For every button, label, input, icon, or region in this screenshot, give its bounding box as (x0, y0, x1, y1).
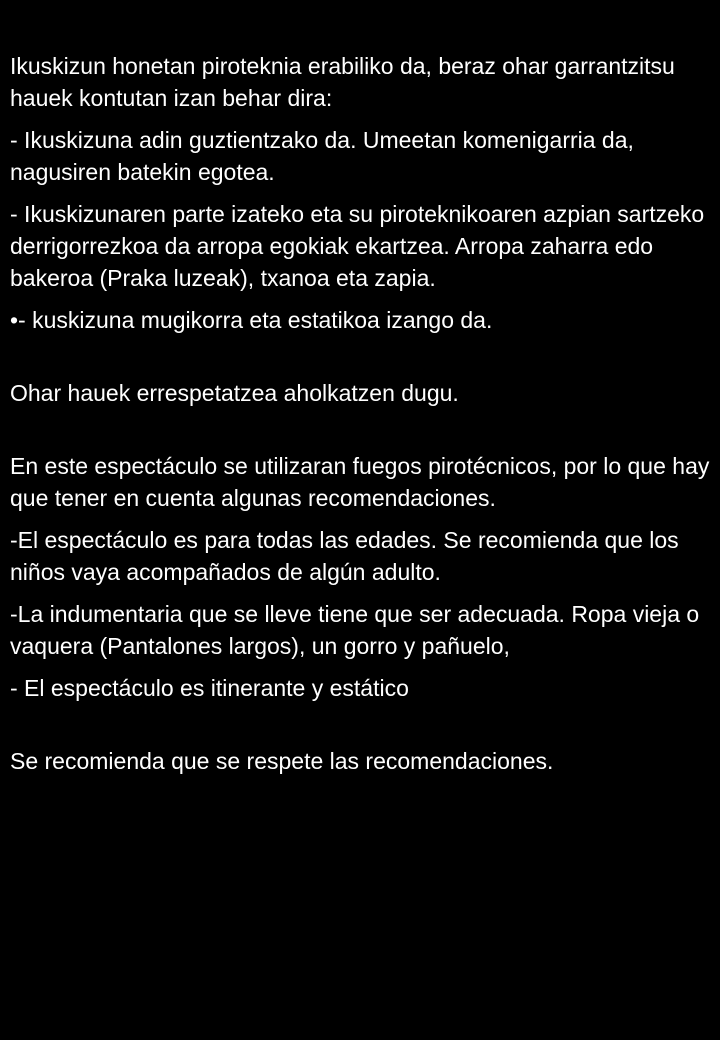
spanish-item-age: -El espectáculo es para todas las edades. Se recomienda que los niños vaya acompañados de algún adulto. (10, 527, 679, 585)
basque-item-age: - Ikuskizuna adin guztientzako da. Umeetan komenigarria da, nagusiren batekin egotea. (10, 127, 634, 185)
basque-item-clothing: - Ikuskizunaren parte izateko eta su piroteknikoaren azpian sartzeko derrigorrezkoa da arropa egokiak ekartzea. Arropa zaharra edo bakeroa (Praka luzeak), txanoa eta zapia. (10, 201, 705, 291)
spanish-item-clothing: -La indumentaria que se lleve tiene que ser adecuada. Ropa vieja o vaquera (Pantalones largos), un gorro y pañuelo, (10, 601, 700, 659)
spanish-closing: Se recomienda que se respete las recomendaciones. (10, 748, 554, 774)
spanish-item-itinerant: - El espectáculo es itinerante y estático (10, 675, 409, 701)
spanish-intro: En este espectáculo se utilizaran fuegos pirotécnicos, por lo que hay que tener en cuenta algunas recomendaciones. (10, 453, 710, 511)
basque-intro: Ikuskizun honetan piroteknia erabiliko da, beraz ohar garrantzitsu hauek kontutan izan behar dira: (10, 53, 675, 111)
notice-document (10, 50, 715, 777)
basque-closing: Ohar hauek errespetatzea aholkatzen dugu. (10, 380, 459, 406)
basque-item-mobile: •- kuskizuna mugikorra eta estatikoa izango da. (10, 307, 493, 333)
